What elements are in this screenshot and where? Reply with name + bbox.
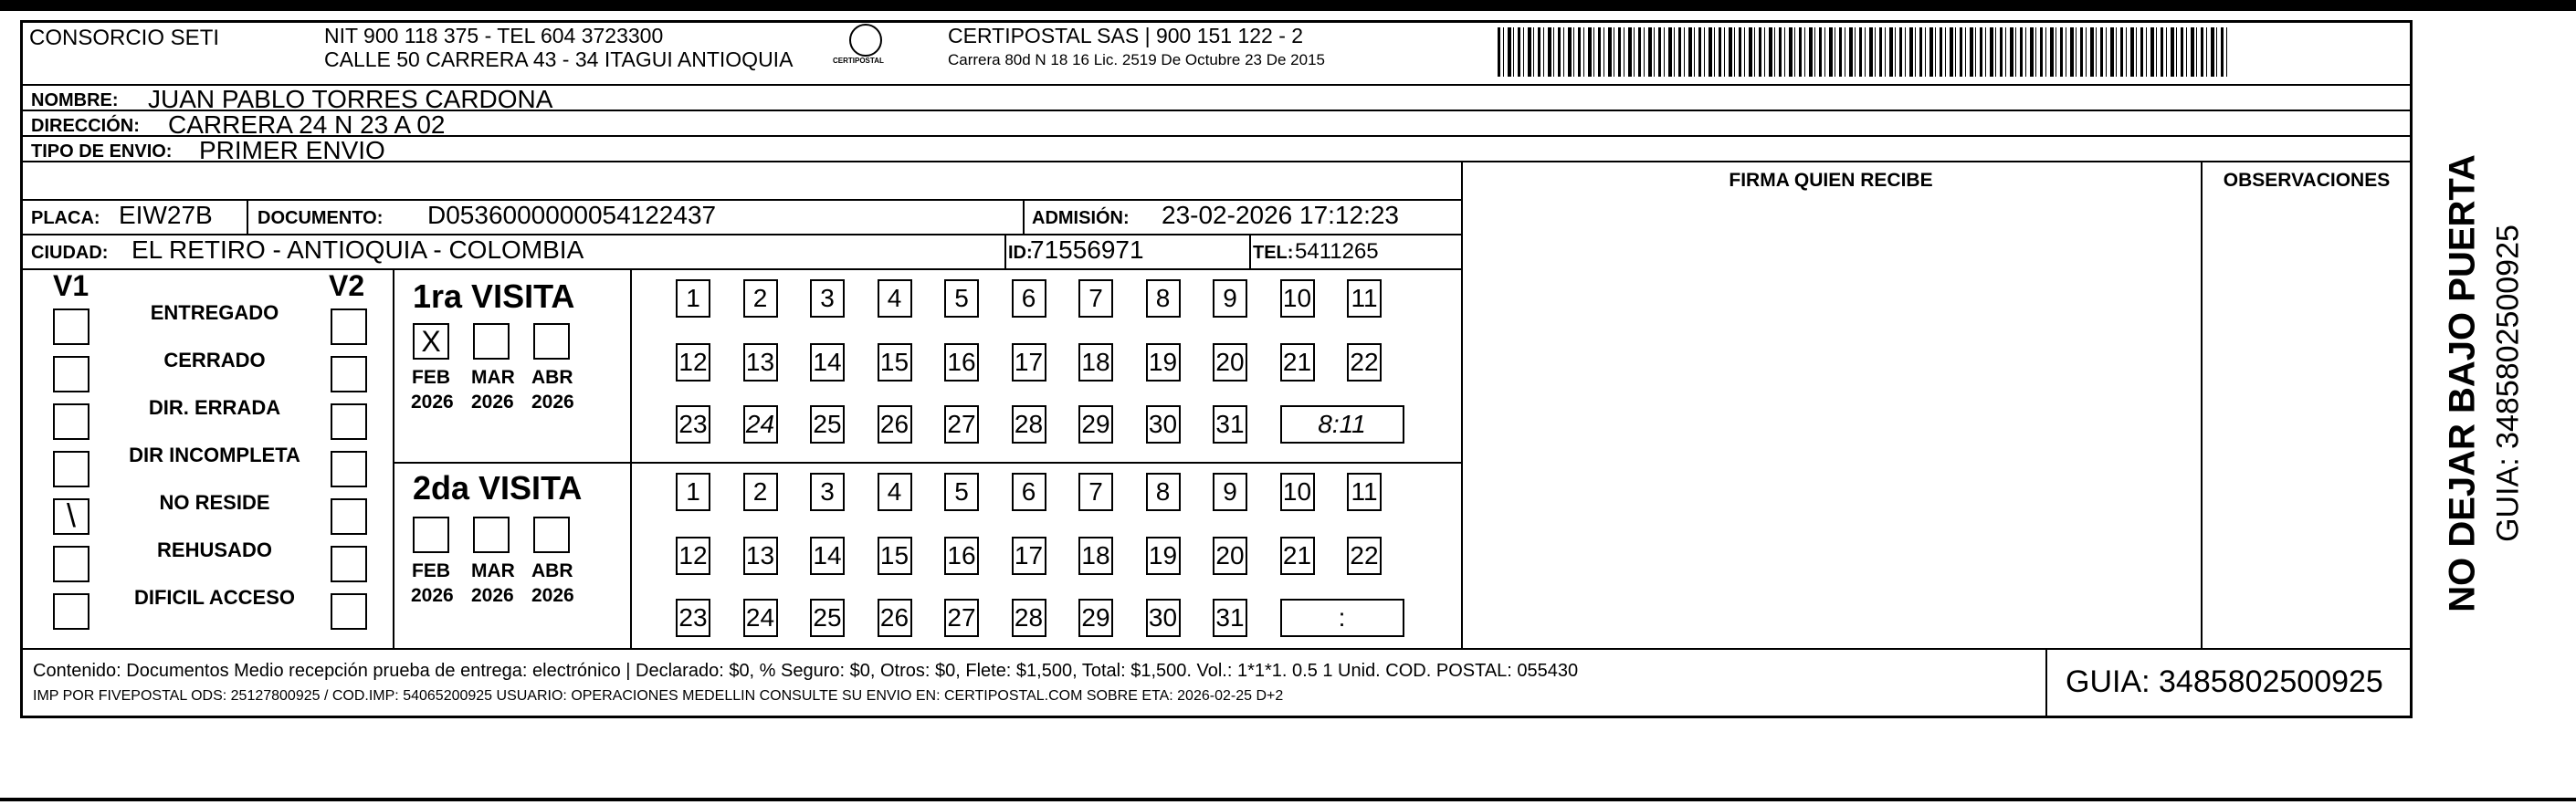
divider <box>630 268 632 648</box>
day-box[interactable]: 11 <box>1347 473 1382 511</box>
day-box[interactable]: 7 <box>1078 279 1113 318</box>
v1-checkbox[interactable]: \ <box>53 498 89 535</box>
tipo-envio-label: TIPO DE ENVIO: <box>31 141 173 162</box>
footer-contenido: Contenido: Documentos Medio recepción prueba de entrega: electrónico | Declarado: $0, % Seguro: $0, Otros: $0, Flete: $1,500, Total: $1,500. Vol.: 1*1*1. 0.5 1 Unid. COD. POSTAL: 055430 <box>33 661 1579 681</box>
day-box[interactable]: 9 <box>1213 279 1247 318</box>
carrier-name: CERTIPOSTAL SAS | 900 151 122 - 2 <box>948 24 1304 47</box>
carrier-license: Carrera 80d N 18 16 Lic. 2519 De Octubre 23 De 2015 <box>948 51 1325 68</box>
divider <box>630 462 1461 464</box>
day-box[interactable]: 25 <box>810 405 845 444</box>
month-label: FEB 2026 <box>411 560 454 606</box>
first-visit-title: 1ra VISITA <box>413 277 575 315</box>
v1-checkbox[interactable] <box>53 308 89 345</box>
day-box[interactable]: 16 <box>944 537 979 575</box>
month-checkbox[interactable] <box>413 517 449 553</box>
placa-value: EIW27B <box>119 201 213 229</box>
day-box[interactable]: 3 <box>810 473 845 511</box>
ciudad-label: CIUDAD: <box>31 243 109 263</box>
tipo-envio-value: PRIMER ENVIO <box>199 136 385 164</box>
day-box[interactable]: 6 <box>1012 473 1046 511</box>
day-box[interactable]: 12 <box>676 343 710 382</box>
day-box[interactable]: 31 <box>1213 599 1247 637</box>
divider <box>393 268 394 648</box>
no-dejar-bajo-puerta: NO DEJAR BAJO PUERTA <box>2442 154 2483 612</box>
v1-checkbox[interactable] <box>53 356 89 392</box>
v2-checkbox[interactable] <box>331 546 367 582</box>
day-box[interactable]: 15 <box>878 343 912 382</box>
v1-checkbox[interactable] <box>53 451 89 487</box>
day-box[interactable]: 5 <box>944 279 979 318</box>
top-border-bar <box>0 0 2576 11</box>
direccion-label: DIRECCIÓN: <box>31 116 140 136</box>
day-box[interactable]: 2 <box>743 473 778 511</box>
nombre-value: JUAN PABLO TORRES CARDONA <box>148 85 553 113</box>
firma-header: FIRMA QUIEN RECIBE <box>1729 170 1933 191</box>
time-box[interactable]: 8:11 <box>1280 405 1404 444</box>
day-box[interactable]: 22 <box>1347 537 1382 575</box>
v2-checkbox[interactable] <box>331 451 367 487</box>
month-checkbox[interactable] <box>533 323 570 360</box>
documento-label: DOCUMENTO: <box>258 208 384 228</box>
divider <box>1023 199 1025 234</box>
day-box[interactable]: 20 <box>1213 537 1247 575</box>
day-box[interactable]: 18 <box>1078 537 1113 575</box>
status-label: DIR INCOMPLETA <box>129 444 300 466</box>
company-nit: NIT 900 118 375 - TEL 604 3723300 <box>324 24 664 47</box>
day-box[interactable]: 14 <box>810 343 845 382</box>
v2-header: V2 <box>329 269 365 302</box>
divider <box>1249 234 1251 268</box>
day-box[interactable]: 13 <box>743 343 778 382</box>
day-box[interactable]: 1 <box>676 473 710 511</box>
second-visit-title: 2da VISITA <box>413 469 583 507</box>
v2-checkbox[interactable] <box>331 356 367 392</box>
status-label: DIFICIL ACCESO <box>133 586 295 609</box>
day-box[interactable]: 26 <box>878 405 912 444</box>
day-box[interactable]: 4 <box>878 473 912 511</box>
day-box[interactable]: 13 <box>743 537 778 575</box>
day-box[interactable]: 17 <box>1012 343 1046 382</box>
divider <box>2045 648 2047 718</box>
company-name: CONSORCIO SETI <box>29 26 220 50</box>
id-label: ID: <box>1008 243 1033 263</box>
status-label: DIR. ERRADA <box>148 396 281 419</box>
day-box[interactable]: 18 <box>1078 343 1113 382</box>
day-box[interactable]: 8 <box>1146 473 1181 511</box>
day-box[interactable]: 24 <box>743 405 778 444</box>
v2-checkbox[interactable] <box>331 498 367 535</box>
day-box[interactable]: 4 <box>878 279 912 318</box>
admision-value: 23-02-2026 17:12:23 <box>1162 201 1399 229</box>
day-box[interactable]: 1 <box>676 279 710 318</box>
nombre-label: NOMBRE: <box>31 90 119 110</box>
day-box[interactable]: 28 <box>1012 405 1046 444</box>
company-address: CALLE 50 CARRERA 43 - 34 ITAGUI ANTIOQUIA <box>324 47 794 71</box>
day-box[interactable]: 9 <box>1213 473 1247 511</box>
day-box[interactable]: 29 <box>1078 405 1113 444</box>
month-label: MAR 2026 <box>471 367 515 413</box>
day-box[interactable]: 5 <box>944 473 979 511</box>
day-box[interactable]: 27 <box>944 599 979 637</box>
day-box[interactable]: 10 <box>1280 473 1315 511</box>
ciudad-value: EL RETIRO - ANTIOQUIA - COLOMBIA <box>131 235 584 264</box>
day-box[interactable]: 30 <box>1146 599 1181 637</box>
admision-label: ADMISIÓN: <box>1032 208 1130 228</box>
v1-checkbox[interactable] <box>53 403 89 440</box>
month-label: ABR 2026 <box>531 560 574 606</box>
day-box[interactable]: 26 <box>878 599 912 637</box>
day-box[interactable]: 15 <box>878 537 912 575</box>
status-label: ENTREGADO <box>150 301 279 324</box>
divider <box>20 648 2413 650</box>
v1-checkbox[interactable] <box>53 546 89 582</box>
day-box[interactable]: 12 <box>676 537 710 575</box>
status-label: NO RESIDE <box>159 491 270 514</box>
logo-text: CERTIPOSTAL <box>833 57 884 65</box>
v2-checkbox[interactable] <box>331 308 367 345</box>
day-box[interactable]: 14 <box>810 537 845 575</box>
day-box[interactable]: 21 <box>1280 537 1315 575</box>
tel-label: TEL: <box>1253 243 1294 263</box>
day-box[interactable]: 7 <box>1078 473 1113 511</box>
v2-checkbox[interactable] <box>331 403 367 440</box>
day-box[interactable]: 20 <box>1213 343 1247 382</box>
divider <box>393 462 630 464</box>
v1-checkbox[interactable] <box>53 593 89 630</box>
day-box[interactable]: 10 <box>1280 279 1315 318</box>
footer-impresion: IMP POR FIVEPOSTAL ODS: 25127800925 / COD.IMP: 54065200925 USUARIO: OPERACIONES MEDELLIN CONSULTE SU ENVIO EN: CERTIPOSTAL.COM SOBRE ETA: 2026-02-25 D+2 <box>33 688 1284 704</box>
day-box[interactable]: 8 <box>1146 279 1181 318</box>
day-box[interactable]: 16 <box>944 343 979 382</box>
day-box[interactable]: 27 <box>944 405 979 444</box>
bottom-border-line <box>0 798 2576 801</box>
day-box[interactable]: 28 <box>1012 599 1046 637</box>
id-value: 71556971 <box>1030 235 1144 264</box>
divider <box>1461 161 1463 648</box>
day-box[interactable]: 2 <box>743 279 778 318</box>
month-label: MAR 2026 <box>471 560 515 606</box>
v1-header: V1 <box>53 269 89 302</box>
month-checkbox[interactable] <box>473 323 510 360</box>
day-box[interactable]: 23 <box>676 405 710 444</box>
day-box[interactable]: 23 <box>676 599 710 637</box>
side-guia: GUIA: 3485802500925 <box>2490 225 2526 542</box>
time-box[interactable]: : <box>1280 599 1404 637</box>
day-box[interactable]: 25 <box>810 599 845 637</box>
day-box[interactable]: 17 <box>1012 537 1046 575</box>
direccion-value: CARRERA 24 N 23 A 02 <box>168 110 446 139</box>
day-box[interactable]: 30 <box>1146 405 1181 444</box>
tel-value: 5411265 <box>1295 239 1379 264</box>
divider <box>1004 234 1006 268</box>
status-label: REHUSADO <box>157 538 272 561</box>
v2-checkbox[interactable] <box>331 593 367 630</box>
month-label: ABR 2026 <box>531 367 574 413</box>
placa-label: PLACA: <box>31 208 100 228</box>
day-box[interactable]: 3 <box>810 279 845 318</box>
footer-guia: GUIA: 3485802500925 <box>2066 664 2383 699</box>
month-checkbox[interactable]: X <box>413 323 449 360</box>
day-box[interactable]: 29 <box>1078 599 1113 637</box>
divider <box>2201 161 2203 648</box>
day-box[interactable]: 19 <box>1146 537 1181 575</box>
observaciones-header: OBSERVACIONES <box>2223 170 2391 191</box>
divider <box>20 268 1463 270</box>
day-box[interactable]: 19 <box>1146 343 1181 382</box>
day-box[interactable]: 24 <box>743 599 778 637</box>
month-checkbox[interactable] <box>473 517 510 553</box>
day-box[interactable]: 22 <box>1347 343 1382 382</box>
day-box[interactable]: 11 <box>1347 279 1382 318</box>
day-box[interactable]: 6 <box>1012 279 1046 318</box>
month-label: FEB 2026 <box>411 367 454 413</box>
day-box[interactable]: 21 <box>1280 343 1315 382</box>
day-box[interactable]: 31 <box>1213 405 1247 444</box>
status-label: CERRADO <box>163 349 266 371</box>
divider <box>247 199 248 234</box>
documento-value: D0536000000054122437 <box>427 201 717 229</box>
month-checkbox[interactable] <box>533 517 570 553</box>
